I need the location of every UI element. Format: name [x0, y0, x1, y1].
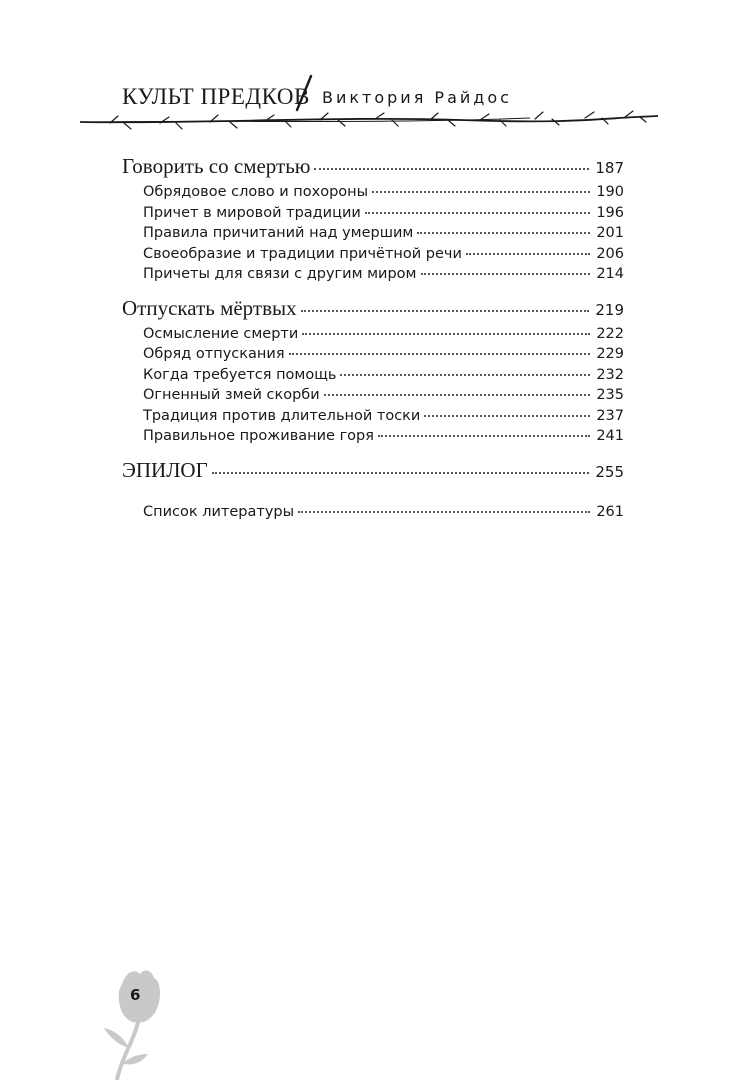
toc-item[interactable] [122, 203, 624, 224]
toc-item[interactable] [122, 385, 624, 406]
leader-dots [424, 414, 590, 417]
leader-dots [378, 434, 590, 437]
page-number: 6 [130, 986, 141, 1004]
leader-dots [324, 393, 590, 396]
toc-item-title: Правильное проживание горя [143, 428, 374, 444]
toc-item-title: Огненный змей скорби [143, 387, 320, 403]
toc-page-number: 241 [596, 428, 624, 444]
toc-page-number: 201 [596, 225, 624, 241]
toc-page-number: 206 [596, 245, 624, 262]
toc-chapter-title: Говорить со смертью [122, 154, 311, 178]
leader-dots [340, 373, 590, 376]
toc-item-title: Осмысление смерти [143, 325, 299, 342]
leader-dots [314, 167, 589, 170]
toc-item[interactable] [122, 406, 624, 427]
toc-item[interactable] [122, 244, 624, 265]
leader-dots [298, 510, 590, 513]
table-of-contents [122, 152, 624, 522]
toc-epilogue[interactable] [122, 456, 624, 486]
toc-item[interactable] [122, 344, 624, 365]
book-title: КУЛЬТ ПРЕДКОВ [122, 84, 310, 109]
leader-dots [417, 231, 590, 234]
toc-page-number: 196 [596, 204, 624, 221]
toc-item[interactable] [122, 324, 624, 345]
leader-dots [212, 471, 590, 474]
toc-item-title: Список литературы [143, 503, 295, 520]
toc-page-number: 222 [596, 325, 624, 342]
toc-page-number: 232 [596, 366, 624, 383]
leader-dots [289, 352, 590, 355]
flower-ornament [100, 966, 180, 1080]
leader-dots [302, 332, 590, 335]
toc-chapter-title: ЭПИЛОГ [122, 457, 208, 482]
toc-item-title: Своеобразие и традиции причётной речи [143, 245, 462, 262]
toc-page-number: 235 [596, 387, 624, 403]
leader-dots [372, 190, 590, 193]
author-name: Виктория Райдос [322, 88, 512, 107]
toc-chapter-title: Отпускать мёртвых [122, 295, 297, 320]
toc-page-number: 229 [596, 346, 624, 362]
toc-item[interactable] [122, 426, 624, 447]
toc-page-number: 190 [596, 184, 624, 200]
toc-page-number: 255 [595, 462, 624, 481]
leader-dots [466, 252, 590, 255]
toc-page-number: 237 [596, 407, 624, 424]
running-header [122, 80, 642, 110]
toc-page-number: 219 [595, 300, 624, 319]
toc-item-title: Обряд отпускания [143, 346, 285, 362]
toc-item[interactable] [122, 365, 624, 386]
leader-dots [365, 211, 590, 214]
toc-chapter-2[interactable] [122, 294, 624, 324]
toc-page-number: 214 [596, 266, 624, 282]
toc-item[interactable] [122, 182, 624, 203]
toc-item-title: Причет в мировой традиции [143, 204, 361, 221]
toc-item-title: Традиция против длительной тоски [143, 407, 421, 424]
toc-item-title: Причеты для связи с другим миром [143, 266, 417, 282]
toc-page-number: 187 [595, 159, 624, 177]
toc-item-title: Обрядовое слово и похороны [143, 184, 369, 200]
toc-item-title: Правила причитаний над умершим [143, 225, 414, 241]
toc-item[interactable] [122, 264, 624, 285]
toc-chapter-1[interactable] [122, 152, 624, 182]
leader-dots [301, 309, 590, 312]
branch-divider-ornament [80, 108, 660, 132]
toc-item[interactable] [122, 223, 624, 244]
leader-dots [421, 272, 591, 275]
toc-item-title: Когда требуется помощь [143, 366, 337, 383]
toc-bibliography[interactable] [122, 502, 624, 523]
toc-page-number: 261 [596, 503, 624, 520]
